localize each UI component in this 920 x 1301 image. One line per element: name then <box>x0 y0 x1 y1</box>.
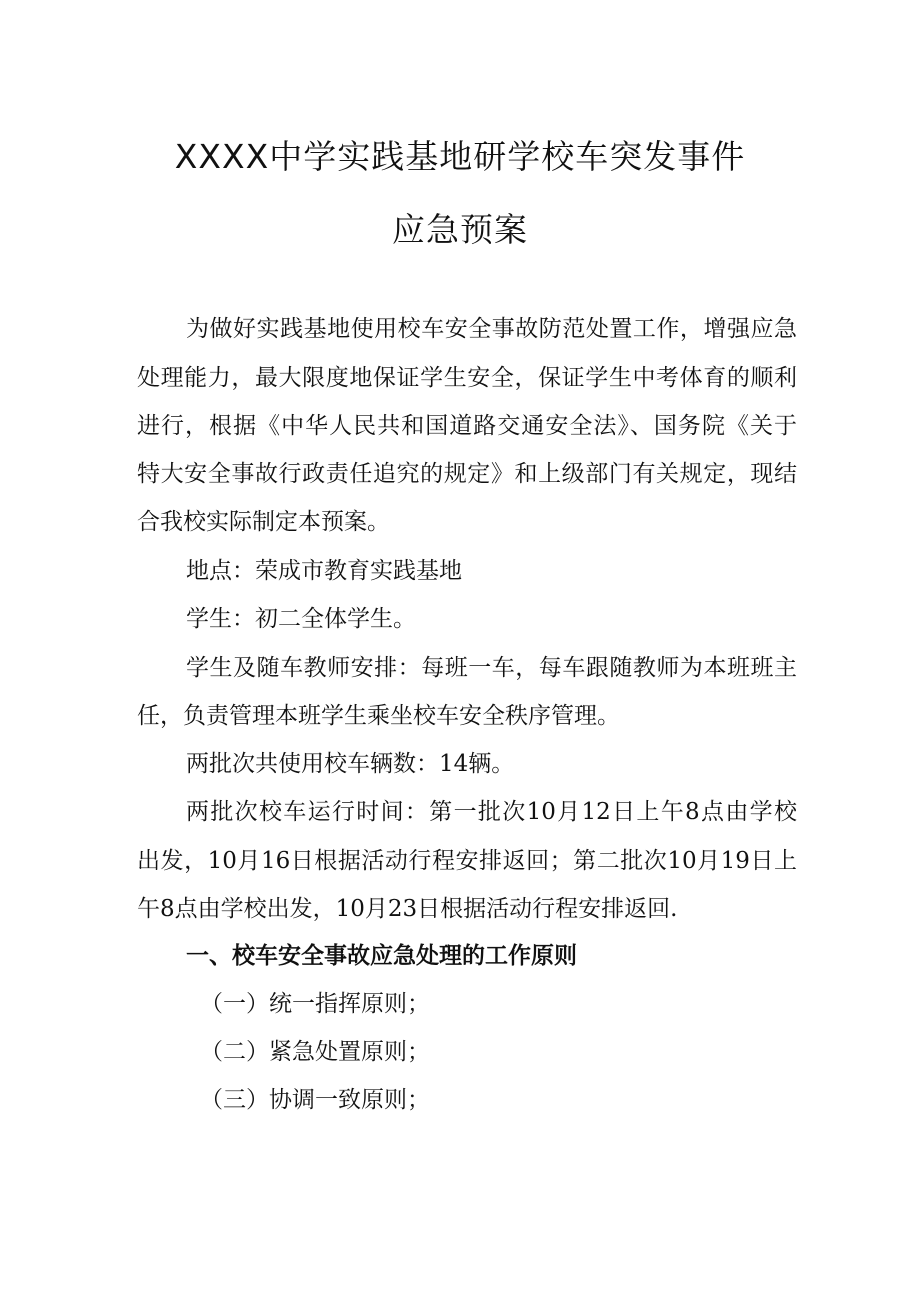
arrangement-line: 任，负责管理本班学生乘坐校车安全秩序管理。 <box>137 703 620 729</box>
intro-paragraph-line: 进行，根据《中华人民共和国道路交通安全法》、国务院《关于 <box>137 413 797 439</box>
students-line: 学生：初二全体学生。 <box>186 606 416 632</box>
principle-item: （一）统一指挥原则； <box>200 991 430 1017</box>
schedule-line: 午8点由学校出发，10月23日根据活动行程安排返回. <box>137 896 678 922</box>
schedule-line: 两批次校车运行时间：第一批次10月12日上午8点由学校 <box>186 799 797 825</box>
section-1-heading: 一、校车安全事故应急处理的工作原则 <box>186 943 577 969</box>
principle-item: （二）紧急处置原则； <box>200 1039 430 1065</box>
schedule-line: 出发，10月16日根据活动行程安排返回；第二批次10月19日上 <box>137 848 797 874</box>
intro-paragraph-line: 合我校实际制定本预案。 <box>137 509 390 535</box>
intro-paragraph-line: 为做好实践基地使用校车安全事故防范处置工作，增强应急 <box>186 316 797 342</box>
vehicles-line: 两批次共使用校车辆数：14辆。 <box>186 751 515 777</box>
intro-paragraph-line: 特大安全事故行政责任追究的规定》和上级部门有关规定，现结 <box>137 461 797 487</box>
location-line: 地点：荣成市教育实践基地 <box>186 558 462 584</box>
intro-paragraph-line: 处理能力，最大限度地保证学生安全，保证学生中考体育的顺利 <box>137 365 797 391</box>
principle-item: （三）协调一致原则； <box>200 1087 430 1113</box>
document-title-line-1: XXXX中学实践基地研学校车突发事件 <box>174 137 746 176</box>
arrangement-line: 学生及随车教师安排：每班一车，每车跟随教师为本班班主 <box>186 655 797 681</box>
document-title-line-2: 应急预案 <box>392 210 528 249</box>
